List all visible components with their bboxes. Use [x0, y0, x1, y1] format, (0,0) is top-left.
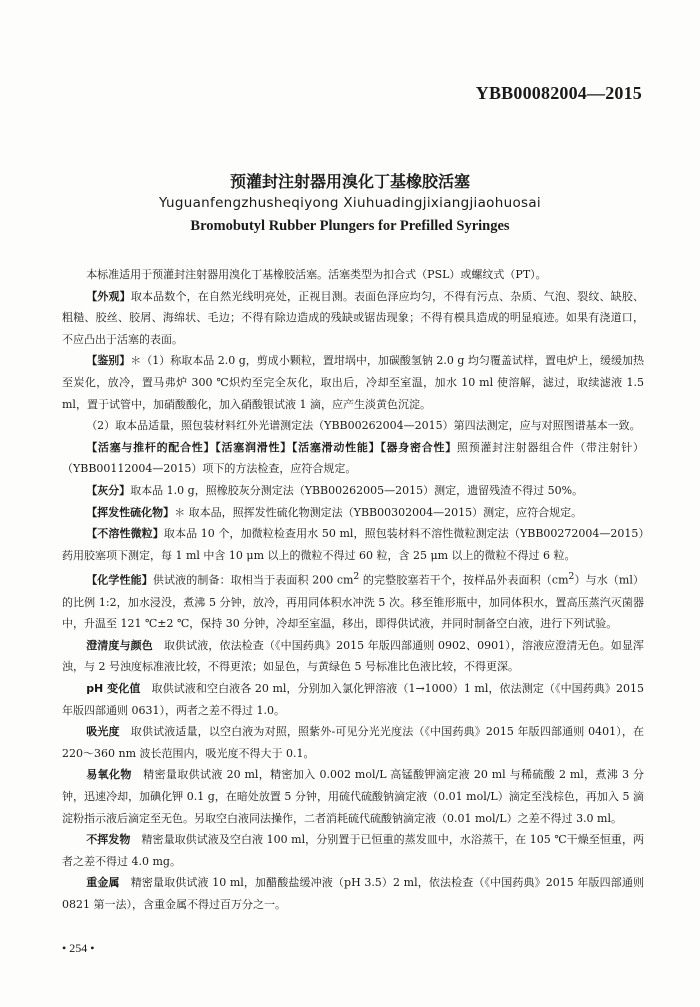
identification-heading: 【鉴别】 [86, 354, 131, 368]
volatile-sulfide-heading: 【挥发性硫化物】 [86, 505, 175, 519]
chemical-heading: 【化学性能】 [86, 573, 153, 587]
identification-paragraph-2 [62, 415, 644, 437]
particles-text: 取本品 10 个，加微粒检查用水 50 ml，照包装材料不溶性微粒测定法（YBB00272004—2015）药用胶塞项下测定，每 1 ml 中含 10 μm 以上的微粒不得过 60 粒，含 25 μm 以上的微粒不得过 6 粒。 [62, 527, 645, 562]
chemical-superscript-1: 2 [353, 571, 360, 583]
intro-paragraph [62, 264, 644, 286]
absorbance-text: 取供试液适量，以空白液为对照，照紫外-可见分光光度法（《中国药典》2015 年版四部通则 0401），在 220～360 nm 波长范围内，吸光度不得大于 0.1。 [62, 725, 645, 760]
chemical-superscript-2: 2 [568, 571, 575, 583]
nonvolatile-paragraph [62, 829, 644, 872]
page-number: • 254 • [62, 941, 95, 955]
particles-heading: 【不溶性微粒】 [86, 527, 164, 541]
identification-text-1: ＊（1）称取本品 2.0 g，剪成小颗粒，置坩埚中，加碳酸氢钠 2.0 g 均匀覆盖试样，置电炉上，缓缓加热至炭化，放冷，置马弗炉 300 ℃炽灼至完全灰化，取出后，冷却至室温，加水 10 ml 使溶解，滤过，取续滤液 1.5 ml，置于试管中，加硝酸酸化，加入硝酸银试液 1 滴，应产生淡黄色沉淀。 [62, 354, 644, 411]
volatile-sulfide-text: ＊ 取本品，照挥发性硫化物测定法（YBB00302004—2015）测定，应符合规定。 [174, 505, 583, 519]
ph-heading: pH 变化值 [86, 681, 141, 695]
chemical-text-3: ）与水（ml）的比例 1:2，加水浸没，煮沸 5 分钟，放冷，再用同体积水冲洗 5 次。移至锥形瓶中，加同体积水，置高压蒸汽灭菌器中，升温至 121 ℃±2 ℃，保持 30 分钟，冷却至室温，移出，即得供试液，并同时制备空白液，进行下列试验。 [62, 573, 644, 631]
intro-text: 本标准适用于预灌封注射器用溴化丁基橡胶活塞。活塞类型为扣合式（PSL）或螺纹式（PT）。 [86, 268, 547, 281]
appearance-text: 取本品数个，在自然光线明亮处，正视目测。表面色泽应均匀，不得有污点、杂质、气泡、裂纹、缺胶、粗糙、胶丝、胶屑、海绵状、毛边；不得有除边造成的残缺或锯齿现象；不得有模具造成的明显痕迹。如果有浇道口，不应凸出于活塞的表面。 [62, 289, 644, 346]
heavy-metal-text: 精密量取供试液 10 ml，加醋酸盐缓冲液（pH 3.5）2 ml，依法检查（《中国药典》2015 年版四部通则 0821 第一法），含重金属不得过百万分之一。 [62, 876, 645, 911]
clarity-heading: 澄清度与颜色 [86, 638, 153, 652]
fit-heading: 【活塞与推杆的配合性】【活塞润滑性】【活塞滑动性能】【器身密合性】 [86, 440, 457, 454]
nonvolatile-heading: 不挥发物 [86, 833, 131, 847]
identification-text-2: （2）取本品适量，照包装材料红外光谱测定法（YBB00262004—2015）第四法测定，应与对照图谱基本一致。 [86, 419, 641, 433]
chemical-paragraph [62, 566, 644, 634]
chemical-text-2: 的完整胶塞若干个，按样品外表面积（cm [359, 573, 569, 587]
heavy-metal-heading: 重金属 [86, 876, 120, 890]
oxidizable-text: 精密量取供试液 20 ml，精密加入 0.002 mol/L 高锰酸钾滴定液 20 ml 与稀硫酸 2 ml，煮沸 3 分钟，迅速冷却，加碘化钾 0.1 g，在暗处放置 5 分钟，用硫代硫酸钠滴定液（0.01 mol/L）滴定至浅棕色，再加入 5 滴淀粉指示液后滴定至无色。另取空白液同法操作，二者消耗硫代硫酸钠滴定液（0.01 mol/L）之差不得过 3.0 ml。 [62, 768, 645, 825]
clarity-text: 取供试液，依法检查（《中国药典》2015 年版四部通则 0902、0901），溶液应澄清无色。如显浑浊，与 2 号浊度标准液比较，不得更浓；如显色，与黄绿色 5 号标准比色液比较，不得更深。 [62, 638, 645, 674]
ash-heading: 【灰分】 [86, 483, 131, 497]
title-pinyin: Yuguanfengzhusheqiyong Xiuhuadingjixiangjiaohuosai [159, 195, 541, 211]
volatile-sulfide-paragraph [62, 502, 644, 524]
title-chinese: 预灌封注射器用溴化丁基橡胶活塞 [229, 172, 470, 191]
ash-text: 取本品 1.0 g，照橡胶灰分测定法（YBB00262005—2015）测定，遗留残渣不得过 50%。 [130, 483, 584, 497]
oxidizable-heading: 易氧化物 [86, 768, 132, 782]
appearance-heading: 【外观】 [86, 289, 131, 303]
ash-paragraph [62, 480, 644, 502]
fit-paragraph [62, 437, 644, 480]
absorbance-paragraph [62, 721, 644, 764]
nonvolatile-text: 精密量取供试液及空白液 100 ml，分别置于已恒重的蒸发皿中，水浴蒸干，在 105 ℃干燥至恒重，两者之差不得过 4.0 mg。 [62, 833, 645, 868]
fit-text: 照预灌封注射器组合件（带注射针）（YBB00112004—2015）项下的方法检查，应符合规定。 [62, 440, 645, 476]
appearance-paragraph [62, 286, 644, 351]
particles-paragraph [62, 523, 644, 566]
absorbance-heading: 吸光度 [86, 725, 120, 739]
title-english: Bromobutyl Rubber Plungers for Prefilled Syringes [190, 218, 510, 234]
heavy-metal-paragraph [62, 872, 644, 915]
document-body [62, 264, 644, 915]
oxidizable-paragraph [62, 764, 644, 829]
chemical-text-1: 供试液的制备：取相当于表面积 200 cm [152, 573, 354, 587]
clarity-paragraph [62, 635, 644, 678]
ph-text: 取供试液和空白液各 20 ml，分别加入氯化钾溶液（1→1000）1 ml，依法测定（《中国药典》2015 年版四部通则 0631），两者之差不得过 1.0。 [62, 681, 644, 717]
standard-code: YBB00082004—2015 [475, 83, 642, 103]
identification-paragraph [62, 350, 644, 415]
ph-paragraph [62, 678, 644, 721]
